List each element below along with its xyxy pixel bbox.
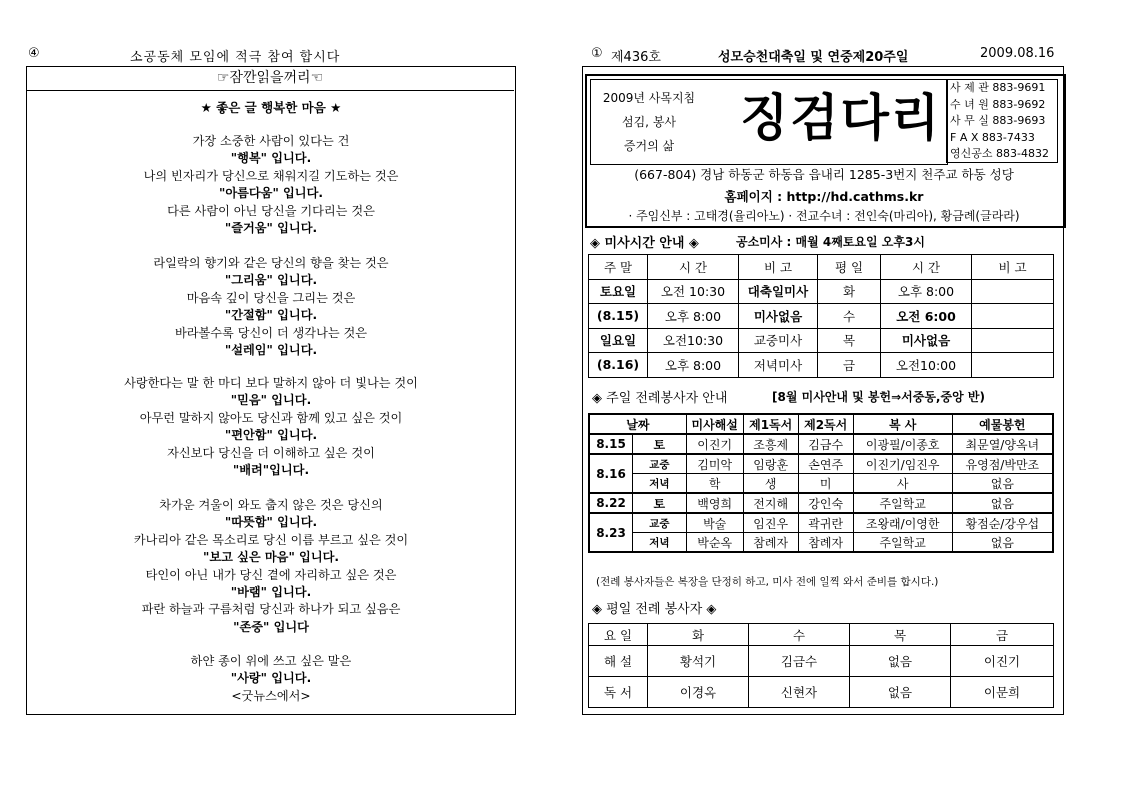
- table-cell: 오후 8:00: [881, 279, 972, 304]
- table-cell: 유영점/박만조: [952, 454, 1053, 474]
- contacts-box: [946, 79, 1058, 163]
- weekday-servers-table: [588, 623, 1054, 708]
- table-cell: 이경옥: [648, 677, 749, 708]
- table-cell: 오전10:30: [648, 328, 739, 353]
- poem-line: 자신보다 당신을 더 이해하고 싶은 것이: [167, 445, 375, 460]
- type-cell: 교중: [633, 513, 687, 533]
- staff-line: · 주임신부 : 고태경(율리아노) · 전교수녀 : 전인숙(마리아), 황금례(글라라): [628, 209, 1020, 223]
- motto-line: 2009년 사목지침: [602, 91, 696, 105]
- table-cell: (8.15): [589, 304, 648, 329]
- service-section-title: ◈ 주일 전례봉사자 안내: [592, 391, 728, 406]
- poem-line: "따뜻함" 입니다.: [224, 515, 318, 530]
- table-cell: 독 서: [589, 677, 648, 708]
- poem-line: 가장 소중한 사람이 있다는 건: [192, 134, 350, 148]
- contact-line: 영신공소 883-4832: [950, 147, 1049, 160]
- poem-line: 하얀 종이 위에 쓰고 싶은 말은: [190, 654, 352, 668]
- table-cell: 김미악: [686, 454, 743, 474]
- table-header: 복 사: [853, 414, 952, 434]
- service-note: [8월 미사안내 및 봉헌⇒서중동,중앙 반): [772, 390, 985, 404]
- table-cell: 금: [818, 353, 881, 378]
- poem-title: ★ 좋은 글 행복한 마음 ★: [200, 100, 342, 115]
- contact-line: 사 무 실 883-9693: [950, 114, 1046, 127]
- issue-date: 2009.08.16: [980, 46, 1055, 61]
- poem-line: 아무런 말하지 않아도 당신과 함께 있고 싶은 것이: [139, 410, 403, 425]
- table-cell: 주일학교: [853, 533, 952, 553]
- table-cell: 토요일: [589, 279, 648, 304]
- table-cell: 이진기: [951, 646, 1054, 677]
- table-header: 평 일: [818, 255, 881, 280]
- poem-stanza-1: [26, 133, 516, 237]
- table-cell: 없음: [952, 474, 1053, 494]
- date-cell: 8.23: [589, 513, 633, 552]
- poem-stanza-4: [26, 497, 516, 636]
- poem-line: 사랑한다는 말 한 마디 보다 말하지 않아 더 빛나는 것이: [124, 376, 418, 390]
- table-cell: 사: [853, 474, 952, 494]
- contact-line: 수 녀 원 883-9692: [950, 97, 1046, 111]
- right-page-number: ①: [591, 46, 603, 61]
- contact-line: F A X 883-7433: [950, 130, 1035, 144]
- table-cell: 참례자: [798, 533, 853, 553]
- table-cell: [972, 279, 1054, 304]
- table-cell: 오전10:00: [881, 353, 972, 378]
- table-cell: 이문희: [951, 677, 1054, 708]
- poem-line: 카나리아 같은 목소리로 당신 이름 부르고 싶은 것이: [133, 532, 409, 547]
- table-cell: 조왕래/이영한: [853, 513, 952, 533]
- poem-line: "바램" 입니다.: [230, 585, 312, 600]
- type-cell: 저녁: [633, 533, 687, 553]
- table-header: 비 고: [739, 255, 818, 280]
- table-cell: 이광필/이종호: [853, 434, 952, 454]
- date-cell: 8.22: [589, 493, 633, 513]
- table-cell: 해 설: [589, 646, 648, 677]
- table-cell: 없음: [850, 646, 951, 677]
- table-cell: 화: [818, 279, 881, 304]
- date-cell: 8.16: [589, 454, 633, 493]
- table-cell: 미사없음: [739, 304, 818, 329]
- poem-line: "존중" 입니다: [233, 619, 309, 634]
- date-cell: 8.15: [589, 434, 633, 454]
- poem-stanza-3: [26, 375, 516, 479]
- table-header: 미사해설: [686, 414, 743, 434]
- table-cell: 신현자: [749, 677, 850, 708]
- table-header: 주 말: [589, 255, 648, 280]
- table-cell: 백영희: [686, 493, 743, 513]
- service-footnote: (전례 봉사자들은 복장을 단정히 하고, 미사 전에 일찍 와서 준비를 합시다.): [596, 576, 939, 588]
- table-cell: 이진기/임진우: [853, 454, 952, 474]
- table-header: 시 간: [648, 255, 739, 280]
- table-header: 제2독서: [798, 414, 853, 434]
- table-cell: 황석기: [648, 646, 749, 677]
- sunday-servers-table: [588, 413, 1054, 553]
- table-cell: 오후 8:00: [648, 353, 739, 378]
- motto-line: 증거의 삶: [623, 139, 675, 153]
- poem-line: "설레임" 입니다.: [224, 343, 318, 358]
- type-cell: 교중: [633, 454, 687, 474]
- weekday-section-title: ◈ 평일 전례 봉사자 ◈: [592, 602, 717, 617]
- poem-stanza-5: [26, 653, 516, 705]
- table-cell: 최문열/양옥녀: [952, 434, 1053, 454]
- poem-line: "믿음" 입니다.: [230, 393, 312, 408]
- table-cell: 이진기: [686, 434, 743, 454]
- table-header: 예물봉헌: [952, 414, 1053, 434]
- table-cell: [972, 304, 1054, 329]
- poem-line: 타인이 아닌 내가 당신 곁에 자리하고 싶은 것은: [145, 567, 397, 582]
- poem-line: 파란 하늘과 구름처럼 당신과 하나가 되고 싶음은: [141, 602, 401, 617]
- mass-section-title: ◈ 미사시간 안내 ◈: [590, 236, 699, 251]
- table-cell: 오전 10:30: [648, 279, 739, 304]
- poem-source: <굿뉴스에서>: [231, 688, 311, 703]
- poem-line: 차가운 겨울이 와도 춥지 않은 것은 당신의: [159, 498, 383, 512]
- table-header: 비 고: [972, 255, 1054, 280]
- mass-schedule-table: [588, 254, 1054, 378]
- poem-line: "간절함" 입니다.: [224, 308, 318, 323]
- poem-line: "행복" 입니다.: [230, 151, 312, 166]
- table-cell: 조흥제: [743, 434, 798, 454]
- type-cell: 토: [633, 434, 687, 454]
- table-cell: 없음: [952, 533, 1053, 553]
- poem-line: 마음속 깊이 당신을 그리는 것은: [186, 290, 356, 305]
- table-cell: 목: [818, 328, 881, 353]
- table-cell: 박순옥: [686, 533, 743, 553]
- table-cell: 김금수: [798, 434, 853, 454]
- table-header: 제1독서: [743, 414, 798, 434]
- feast-title: 성모승천대축일 및 연중제20주일: [718, 50, 909, 65]
- table-cell: 박술: [686, 513, 743, 533]
- table-cell: 임진우: [743, 513, 798, 533]
- poem-line: "아름다움" 입니다.: [219, 186, 323, 201]
- table-cell: 없음: [850, 677, 951, 708]
- table-cell: 참례자: [743, 533, 798, 553]
- table-header: 날짜: [589, 414, 686, 434]
- section-title: ☞잠깐읽을꺼리☜: [26, 66, 514, 91]
- table-cell: 주일학교: [853, 493, 952, 513]
- parish-address: (667-804) 경남 하동군 하동읍 읍내리 1285-3번지 천주교 하동 성당: [634, 167, 1014, 182]
- poem-line: "즐거움" 입니다.: [224, 221, 318, 236]
- table-header: 목: [850, 624, 951, 646]
- homepage: 홈페이지 : http://hd.cathms.kr: [724, 189, 924, 204]
- poem-line: 다른 사람이 아닌 당신을 기다리는 것은: [167, 203, 375, 218]
- poem-line: "그리움" 입니다.: [224, 273, 318, 288]
- table-cell: 대축일미사: [739, 279, 818, 304]
- table-cell: 전지해: [743, 493, 798, 513]
- table-cell: 일요일: [589, 328, 648, 353]
- left-page-number: ④: [28, 46, 40, 61]
- contact-line: 사 제 관 883-9691: [950, 81, 1046, 94]
- table-cell: 강인숙: [798, 493, 853, 513]
- table-cell: 저녁미사: [739, 353, 818, 378]
- table-cell: 미사없음: [881, 328, 972, 353]
- type-cell: 토: [633, 493, 687, 513]
- poem-line: 나의 빈자리가 당신으로 채워지길 기도하는 것은: [143, 168, 399, 183]
- poem-line: 라일락의 향기와 같은 당신의 향을 찾는 것은: [153, 256, 389, 270]
- table-header: 요 일: [589, 624, 648, 646]
- poem-line: 바라볼수록 당신이 더 생각나는 것은: [174, 325, 368, 340]
- table-cell: 김금수: [749, 646, 850, 677]
- table-cell: 황점순/강우섭: [952, 513, 1053, 533]
- table-cell: 미: [798, 474, 853, 494]
- issue-number: 제436호: [611, 50, 661, 65]
- poem-line: "배려"입니다.: [232, 463, 310, 478]
- table-cell: 학: [686, 474, 743, 494]
- table-cell: 오후 8:00: [648, 304, 739, 329]
- table-cell: 곽귀란: [798, 513, 853, 533]
- table-cell: 생: [743, 474, 798, 494]
- table-cell: [972, 353, 1054, 378]
- table-cell: 수: [818, 304, 881, 329]
- table-header: 화: [648, 624, 749, 646]
- poem-stanza-2: [26, 255, 516, 359]
- table-header: 수: [749, 624, 850, 646]
- table-cell: 오전 6:00: [881, 304, 972, 329]
- motto: [594, 86, 704, 158]
- type-cell: 저녁: [633, 474, 687, 494]
- mass-note: 공소미사 : 매월 4째토요일 오후3시: [736, 235, 925, 249]
- poem-line: "편안함" 입니다.: [224, 428, 318, 443]
- table-header: 시 간: [881, 255, 972, 280]
- poem-line: "사랑" 입니다.: [230, 671, 312, 686]
- left-page-header: 소공동체 모임에 적극 참여 합시다: [130, 50, 341, 65]
- motto-line: 섬김, 봉사: [622, 115, 676, 129]
- table-cell: 없음: [952, 493, 1053, 513]
- table-cell: 교중미사: [739, 328, 818, 353]
- table-cell: [972, 328, 1054, 353]
- table-cell: 임랑훈: [743, 454, 798, 474]
- table-header: 금: [951, 624, 1054, 646]
- newsletter-logo: 징검다리: [740, 88, 942, 147]
- poem-line: "보고 싶은 마음" 입니다.: [202, 550, 340, 565]
- table-cell: (8.16): [589, 353, 648, 378]
- table-cell: 손연주: [798, 454, 853, 474]
